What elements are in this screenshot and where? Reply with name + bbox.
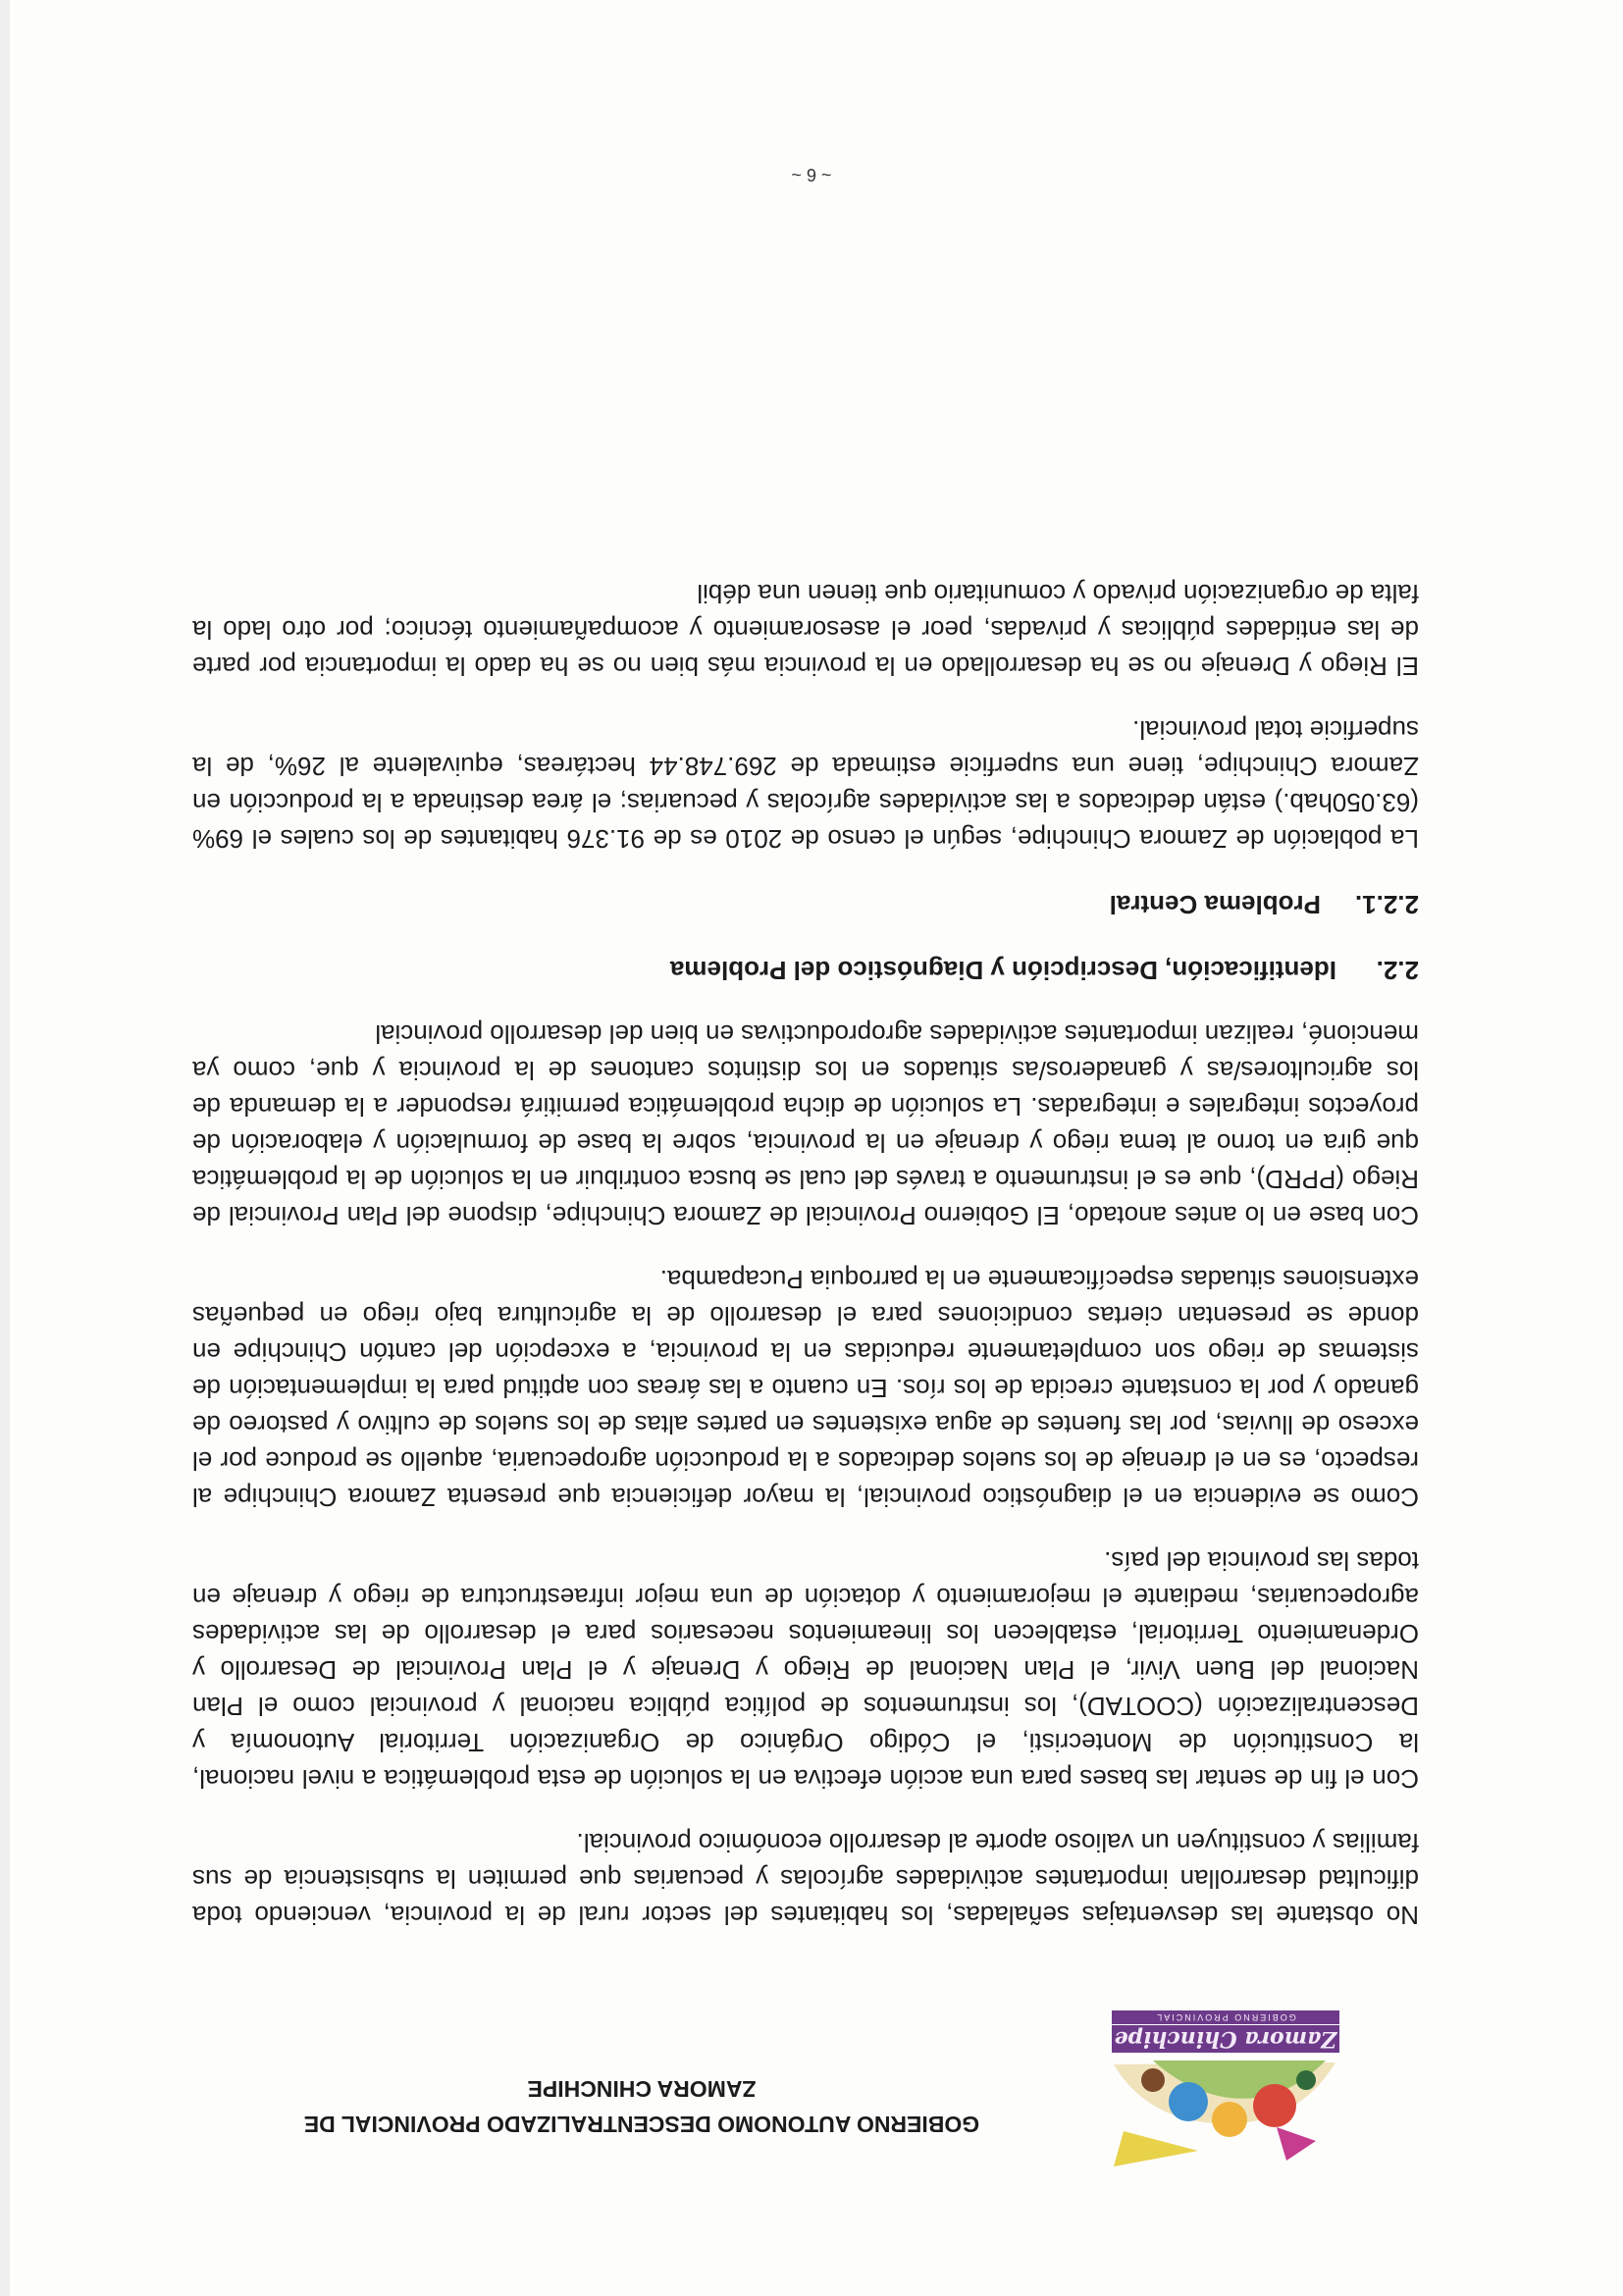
subsection-heading (192, 886, 1419, 922)
paragraph: El Riego y Drenaje no se ha desarrollado en la provincia más bien no se ha dado la importancia por parte de las entidades públicas y privadas, peor el asesoramiento y acompañamiento técnico; por otro lado la falta de organización privado y comunitario que tienen una débil (192, 579, 1419, 681)
institution-title-line2: ZAMORA CHINCHIPE (527, 2076, 757, 2102)
provincial-logo (1106, 1998, 1345, 2170)
section-heading (192, 952, 1419, 988)
paragraph: Con el fin de sentar las bases para una acción efectiva en la solución de esta problemática a nivel nacional, la Constitución de Montecristi, el Código Orgánico de Organización Territorial Autonomía y Descentralización (COOTAD), los instrumentos de política pública nacional y provincial como el Plan Nacional del Buen Vivir, el Plan Nacional de Riego y Drenaje y el Plan Provincial de Desarrollo y Ordenamiento Territorial, establecen los lineamientos necesarios para el desarrollo de las actividades agropecuarias, mediante el mejoramiento y dotación de una mejor infraestructura de riego y drenaje en todas las provincia del país. (192, 1546, 1419, 1794)
institution-title-line1: GOBIERNO AUTONOMO DESCENTRALIZADO PROVINCIAL DE (303, 2112, 980, 2137)
page-number: ~ 6 ~ (791, 165, 832, 184)
scan-edge (0, 0, 10, 2296)
institution-title (187, 2062, 1096, 2170)
section-number: 2.2. (1376, 956, 1419, 985)
letterhead (187, 1974, 1345, 2170)
paragraph: No obstante las desventajas señaladas, los habitantes del sector rural de la provincia, venciendo toda dificultad desarrollan importantes actividades agrícolas y pecuarias que permiten la subsistencia de sus familias y constituyen un valioso aporte al desarrollo económico provincial. (192, 1828, 1419, 1930)
paragraph: Como se evidencia en el diagnóstico provincial, la mayor deficiencia que presenta Zamora Chinchipe al respecto, es en el drenaje de los suelos dedicados a la producción agropecuaria, aquello se produce por el exceso de lluvias, por las fuentes de agua existentes en partes altas de los suelos de cultivo y pastoreo de ganado y por la constante crecida de los ríos. En cuanto a las áreas con aptitud para la implementación de sistemas de riego son completamente reducidas en la provincia, a excepción del cantón Chinchipe en donde se presentan ciertas condiciones para el desarrollo de la agricultura bajo riego en pequeñas extensiones situadas específicamente en la parroquia Pucapamba. (192, 1265, 1419, 1512)
subsection-title: Problema Central (1109, 890, 1321, 919)
logo-name-band: Zamora Chinchipe (1112, 2025, 1339, 2053)
paragraph: Con base en lo antes anotado, El Gobierno Provincial de Zamora Chinchipe, dispone del Plan Provincial de Riego (PPRD), que es el instrumento a través del cual se busca contribuir en la solución de la problemática que gira en torno al tema riego y drenaje en la provincia, sobre la base de formulación y elaboración de proyectos integrales e integradas. La solución de dicha problemática permitirá responder a la demanda de los agricultores/as y ganaderos/as situados en los distintos cantones de la provincia y que, como ya mencioné, realizan importantes actividades agroproductivas en bien del desarrollo provincial (192, 1019, 1419, 1230)
paragraph: La población de Zamora Chinchipe, según el censo de 2010 es de 91.376 habitantes de los cuales el 69% (63.050hab.) están dedicados a las actividades agrícolas y pecuarias; el área destinada a la producción en Zamora Chinchipe, tiene una superficie estimada de 269.748.44 hectáreas, equivalente al 26%, de la superficie total provincial. (192, 715, 1419, 854)
section-title: Identificación, Descripción y Diagnóstico del Problema (669, 956, 1336, 985)
logo-org-band: GOBIERNO PROVINCIAL (1112, 2010, 1339, 2024)
subsection-number: 2.2.1. (1354, 890, 1419, 919)
logo-artwork-icon (1106, 2055, 1345, 2170)
document-body (192, 548, 1419, 1933)
